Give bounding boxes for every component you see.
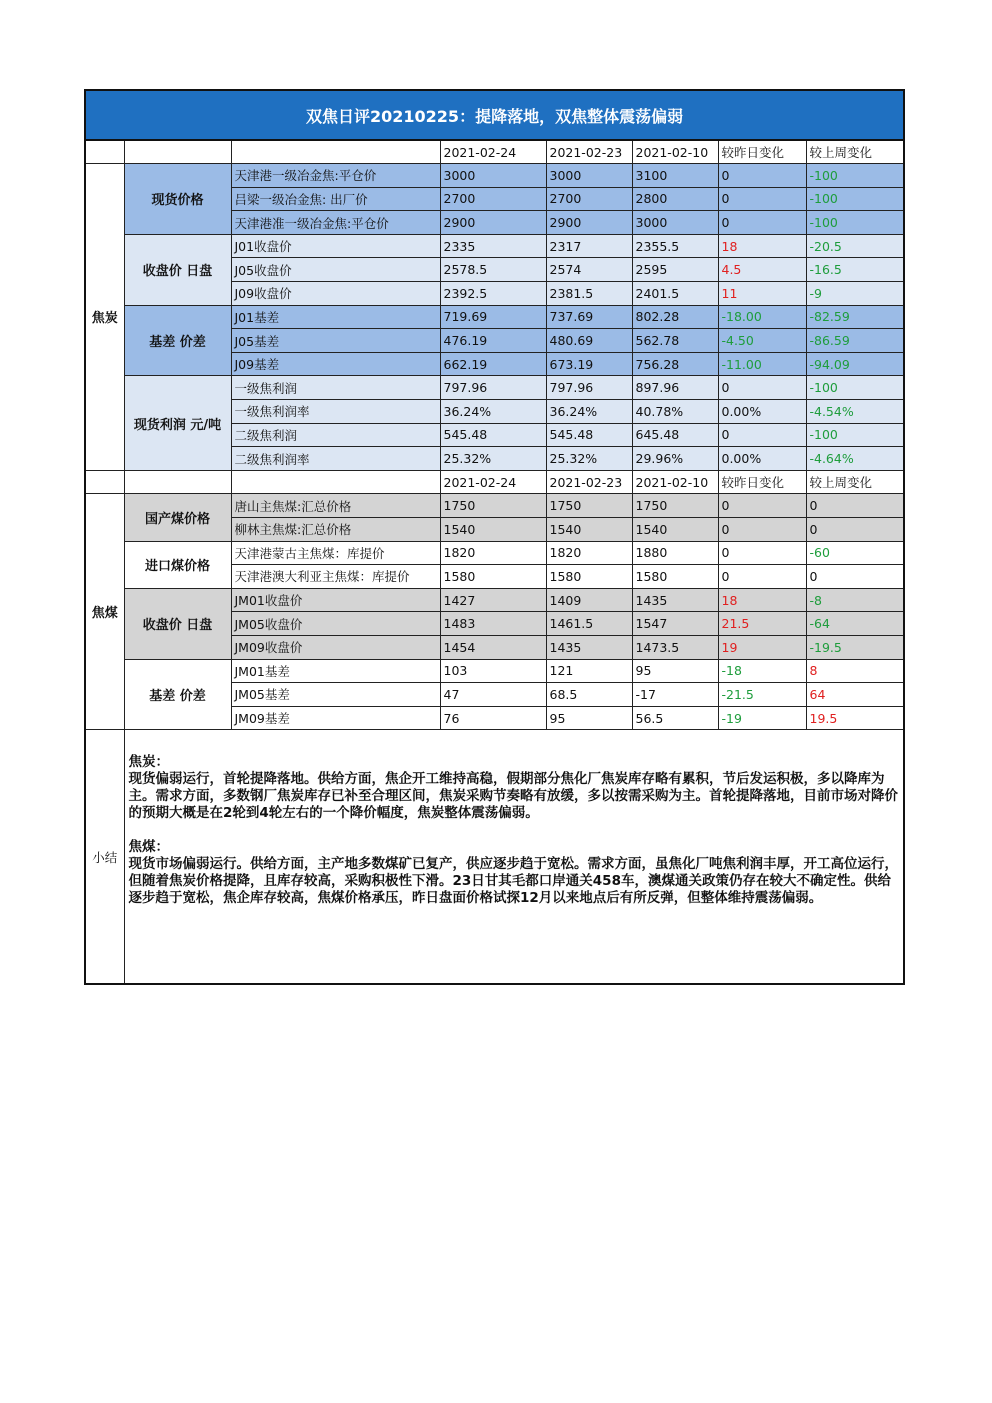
value-cell: 1580 [546,565,632,589]
header-blank [85,140,124,164]
value-cell: 545.48 [546,423,632,447]
value-cell: -4.54% [806,400,904,424]
row-name: JM09基差 [231,706,440,730]
row-name: 二级焦利润率 [231,447,440,471]
value-cell: -19 [718,706,806,730]
value-cell: 0 [806,518,904,542]
value-cell: 0 [718,164,806,188]
value-cell: 719.69 [440,305,546,329]
table-row [85,494,904,518]
value-cell: 1580 [440,565,546,589]
value-cell: 562.78 [632,329,718,353]
summary-label: 小结 [85,730,124,984]
report-table [84,89,905,985]
value-cell: -100 [806,211,904,235]
column-header: 较上周变化 [806,140,904,164]
value-cell: 0 [806,565,904,589]
value-cell: 36.24% [546,400,632,424]
row-name: 一级焦利润 [231,376,440,400]
value-cell: 737.69 [546,305,632,329]
value-cell: 0 [718,376,806,400]
value-cell: 0 [718,494,806,518]
value-cell: 2800 [632,187,718,211]
row-name: JM01基差 [231,659,440,683]
value-cell: 2317 [546,234,632,258]
section-label: 焦炭 [85,164,124,471]
value-cell: 64 [806,683,904,707]
table-row [85,305,904,329]
value-cell: 18 [718,234,806,258]
value-cell: 1483 [440,612,546,636]
value-cell: 797.96 [440,376,546,400]
group-label: 进口煤价格 [124,541,231,588]
value-cell: 95 [546,706,632,730]
value-cell: 1820 [546,541,632,565]
column-header: 较上周变化 [806,470,904,494]
value-cell: 480.69 [546,329,632,353]
value-cell: 1435 [546,635,632,659]
value-cell: 1427 [440,588,546,612]
value-cell: -86.59 [806,329,904,353]
column-header: 较昨日变化 [718,140,806,164]
group-label: 基差 价差 [124,305,231,376]
value-cell: 1750 [440,494,546,518]
value-cell: 4.5 [718,258,806,282]
value-cell: 95 [632,659,718,683]
value-cell: -4.50 [718,329,806,353]
row-name: J01收盘价 [231,234,440,258]
value-cell: 645.48 [632,423,718,447]
value-cell: 1880 [632,541,718,565]
header-row [85,140,904,164]
coke-summary-heading: 焦炭： [128,754,169,771]
row-name: J05收盘价 [231,258,440,282]
column-header: 2021-02-23 [546,140,632,164]
value-cell: 662.19 [440,352,546,376]
value-cell: 68.5 [546,683,632,707]
group-label: 现货价格 [124,164,231,235]
value-cell: 756.28 [632,352,718,376]
value-cell: 1750 [546,494,632,518]
row-name: J09收盘价 [231,282,440,306]
value-cell: 2392.5 [440,282,546,306]
summary-content [124,730,904,984]
value-cell: -4.64% [806,447,904,471]
group-label: 收盘价 日盘 [124,234,231,305]
row-name: 二级焦利润 [231,423,440,447]
value-cell: -19.5 [806,635,904,659]
value-cell: -20.5 [806,234,904,258]
value-cell: -18.00 [718,305,806,329]
value-cell: -64 [806,612,904,636]
value-cell: 0 [718,211,806,235]
value-cell: 0.00% [718,400,806,424]
row-name: 天津港一级冶金焦:平仓价 [231,164,440,188]
table-row [85,234,904,258]
header-blank [231,140,440,164]
value-cell: 2700 [546,187,632,211]
header-blank [124,470,231,494]
coal-summary-heading: 焦煤： [128,839,169,856]
value-cell: -94.09 [806,352,904,376]
value-cell: 36.24% [440,400,546,424]
value-cell: 476.19 [440,329,546,353]
coke-summary-text: 现货偏弱运行，首轮提降落地。供给方面，焦企开工维持高稳，假期部分焦化厂焦炭库存略有累积，节后发运积极，多以降库为主。需求方面，多数钢厂焦炭库存已补至合理区间，焦炭采购节奏略有放缓，多以按需采购为主。首轮提降落地，目前市场对降价的预期大概是在2轮到4轮左右的一个降价幅度，焦炭整体震荡偏弱。 [128,771,898,822]
group-label: 收盘价 日盘 [124,588,231,659]
group-label: 国产煤价格 [124,494,231,541]
value-cell: -100 [806,376,904,400]
row-name: 天津港准一级冶金焦:平仓价 [231,211,440,235]
row-name: 一级焦利润率 [231,400,440,424]
value-cell: 19 [718,635,806,659]
value-cell: 56.5 [632,706,718,730]
value-cell: 1473.5 [632,635,718,659]
row-name: 天津港蒙古主焦煤：库提价 [231,541,440,565]
value-cell: 3100 [632,164,718,188]
value-cell: 545.48 [440,423,546,447]
value-cell: -17 [632,683,718,707]
table-row [85,588,904,612]
value-cell: 76 [440,706,546,730]
value-cell: 11 [718,282,806,306]
value-cell: 2401.5 [632,282,718,306]
value-cell: -60 [806,541,904,565]
value-cell: 103 [440,659,546,683]
table-row [85,659,904,683]
value-cell: 2595 [632,258,718,282]
row-name: J05基差 [231,329,440,353]
value-cell: 1547 [632,612,718,636]
value-cell: 1820 [440,541,546,565]
table-row [85,376,904,400]
value-cell: 1409 [546,588,632,612]
value-cell: 0.00% [718,447,806,471]
value-cell: -82.59 [806,305,904,329]
value-cell: -100 [806,187,904,211]
row-name: JM01收盘价 [231,588,440,612]
value-cell: 0 [718,423,806,447]
value-cell: -11.00 [718,352,806,376]
value-cell: 19.5 [806,706,904,730]
value-cell: -18 [718,659,806,683]
report-title: 双焦日评20210225：提降落地，双焦整体震荡偏弱 [85,90,904,140]
value-cell: 0 [718,187,806,211]
group-label: 基差 价差 [124,659,231,730]
value-cell: 797.96 [546,376,632,400]
section-label: 焦煤 [85,494,124,730]
value-cell: 0 [718,565,806,589]
value-cell: 1750 [632,494,718,518]
value-cell: 1540 [440,518,546,542]
summary-row [85,730,904,984]
row-name: 唐山主焦煤:汇总价格 [231,494,440,518]
value-cell: 2574 [546,258,632,282]
value-cell: 673.19 [546,352,632,376]
value-cell: -100 [806,423,904,447]
column-header: 2021-02-24 [440,470,546,494]
column-header: 2021-02-23 [546,470,632,494]
value-cell: 25.32% [440,447,546,471]
value-cell: 1580 [632,565,718,589]
value-cell: 1540 [632,518,718,542]
value-cell: -16.5 [806,258,904,282]
column-header: 2021-02-24 [440,140,546,164]
value-cell: 0 [718,518,806,542]
group-label: 现货利润 元/吨 [124,376,231,470]
value-cell: 21.5 [718,612,806,636]
row-name: 吕梁一级冶金焦: 出厂价 [231,187,440,211]
value-cell: -9 [806,282,904,306]
coal-summary-text: 现货市场偏弱运行。供给方面，主产地多数煤矿已复产，供应逐步趋于宽松。需求方面，虽焦化厂吨焦利润丰厚，开工高位运行，但随着焦炭价格提降，且库存较高，采购积极性下滑。23日甘其毛都口岸通关458车，澳煤通关政策仍存在较大不确定性。供给逐步趋于宽松，焦企库存较高，焦煤价格承压，昨日盘面价格试探12月以来地点后有所反弹，但整体维持震荡偏弱。 [128,856,898,907]
value-cell: 25.32% [546,447,632,471]
row-name: JM05基差 [231,683,440,707]
value-cell: 2335 [440,234,546,258]
value-cell: 2381.5 [546,282,632,306]
value-cell: 1540 [546,518,632,542]
row-name: J09基差 [231,352,440,376]
value-cell: 3000 [546,164,632,188]
header-blank [231,470,440,494]
value-cell: 2700 [440,187,546,211]
spacer [129,822,900,839]
value-cell: -21.5 [718,683,806,707]
value-cell: 1435 [632,588,718,612]
value-cell: 29.96% [632,447,718,471]
value-cell: -8 [806,588,904,612]
value-cell: 3000 [440,164,546,188]
value-cell: 897.96 [632,376,718,400]
row-name: 天津港澳大利亚主焦煤：库提价 [231,565,440,589]
table-row [85,164,904,188]
value-cell: 40.78% [632,400,718,424]
value-cell: 2578.5 [440,258,546,282]
column-header: 2021-02-10 [632,140,718,164]
column-header: 2021-02-10 [632,470,718,494]
value-cell: 121 [546,659,632,683]
value-cell: 2355.5 [632,234,718,258]
value-cell: 2900 [440,211,546,235]
value-cell: 8 [806,659,904,683]
daily-report-sheet [84,89,903,985]
value-cell: 0 [806,494,904,518]
value-cell: 1454 [440,635,546,659]
row-name: JM05收盘价 [231,612,440,636]
header-blank [124,140,231,164]
row-name: J01基差 [231,305,440,329]
value-cell: 47 [440,683,546,707]
value-cell: 18 [718,588,806,612]
value-cell: 2900 [546,211,632,235]
value-cell: 0 [718,541,806,565]
column-header: 较昨日变化 [718,470,806,494]
row-name: 柳林主焦煤:汇总价格 [231,518,440,542]
table-row [85,541,904,565]
header-row [85,470,904,494]
value-cell: 3000 [632,211,718,235]
value-cell: 1461.5 [546,612,632,636]
header-blank [85,470,124,494]
value-cell: -100 [806,164,904,188]
row-name: JM09收盘价 [231,635,440,659]
value-cell: 802.28 [632,305,718,329]
